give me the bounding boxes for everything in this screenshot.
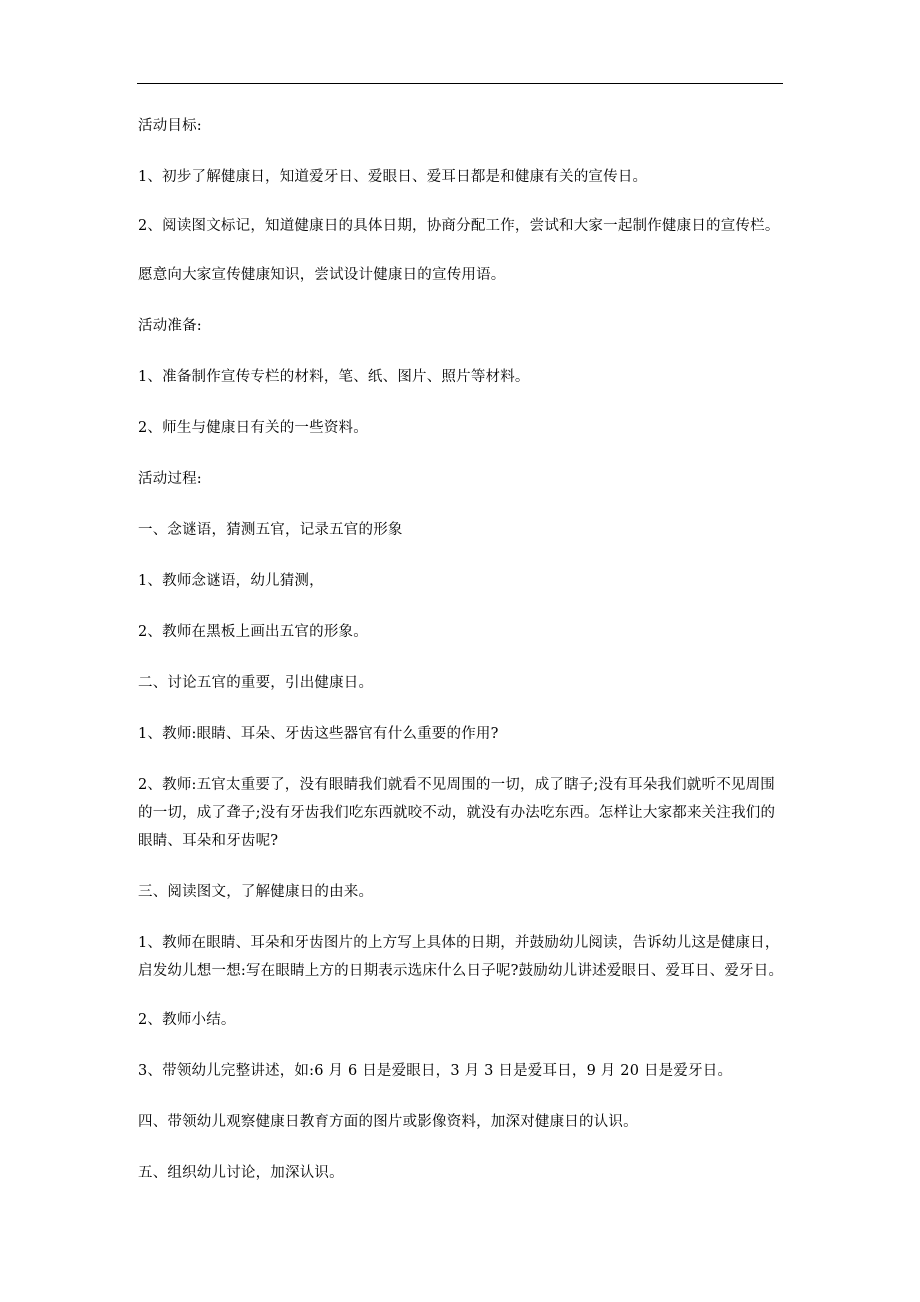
document-body [138, 112, 786, 1187]
paragraph-goal-2: 2、阅读图文标记，知道健康日的具体日期，协商分配工作，尝试和大家一起制作健康日的宣传栏。 [138, 218, 780, 234]
paragraph-section-2-item-1: 1、教师:眼睛、耳朵、牙齿这些器官有什么重要的作用? [138, 726, 499, 742]
paragraph-section-1-item-2: 2、教师在黑板上画出五官的形象。 [138, 624, 368, 640]
paragraph-section-3: 三、阅读图文，了解健康日的由来。 [138, 884, 374, 900]
header-rule [137, 83, 783, 84]
paragraph-prep-2: 2、师生与健康日有关的一些资料。 [138, 420, 368, 436]
paragraph-process-heading: 活动过程: [138, 471, 202, 487]
paragraph-section-2-item-2: 2、教师:五官太重要了，没有眼睛我们就看不见周围的一切，成了瞎子;没有耳朵我们就听不见周围的一切，成了聋子;没有牙齿我们吃东西就咬不动，就没有办法吃东西。怎样让大家都来关注我们的眼睛、耳朵和牙齿呢? [138, 777, 776, 849]
paragraph-prep-heading: 活动准备: [138, 318, 202, 334]
paragraph-section-1: 一、念谜语，猜测五官，记录五官的形象 [138, 522, 403, 538]
paragraph-goal-1: 1、初步了解健康日，知道爱牙日、爱眼日、爱耳日都是和健康有关的宣传日。 [138, 169, 648, 185]
paragraph-section-3-item-2: 2、教师小结。 [138, 1012, 236, 1028]
paragraph-goals-heading: 活动目标: [138, 118, 202, 134]
paragraph-section-4: 四、带领幼儿观察健康日教育方面的图片或影像资料，加深对健康日的认识。 [138, 1114, 638, 1130]
paragraph-section-3-item-3: 3、带领幼儿完整讲述，如:6 月 6 日是爱眼日，3 月 3 日是爱耳日，9 月 20 日是爱牙日。 [138, 1063, 733, 1079]
paragraph-prep-1: 1、准备制作宣传专栏的材料，笔、纸、图片、照片等材料。 [138, 369, 530, 385]
paragraph-goal-3: 愿意向大家宣传健康知识，尝试设计健康日的宣传用语。 [138, 267, 506, 283]
paragraph-section-5: 五、组织幼儿讨论，加深认识。 [138, 1165, 344, 1181]
paragraph-section-1-item-1: 1、教师念谜语，幼儿猜测， [138, 573, 324, 589]
paragraph-section-3-item-1: 1、教师在眼睛、耳朵和牙齿图片的上方写上具体的日期，并鼓励幼儿阅读，告诉幼儿这是健康日，启发幼儿想一想:写在眼睛上方的日期表示选床什么日子呢?鼓励幼儿讲述爱眼日、爱耳日、爱牙日。 [138, 935, 784, 979]
paragraph-section-2: 二、讨论五官的重要，引出健康日。 [138, 675, 374, 691]
